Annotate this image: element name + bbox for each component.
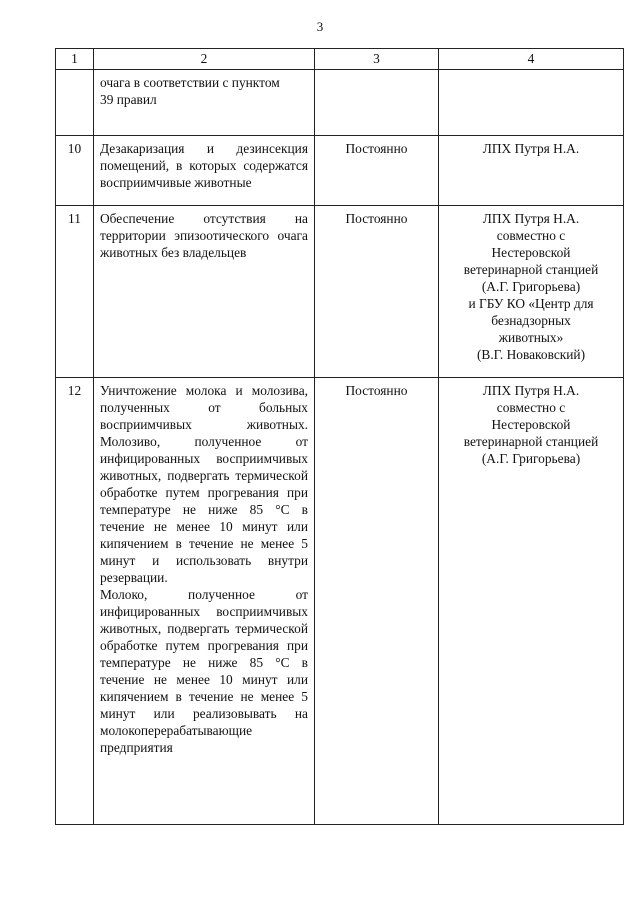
header-cell-3: 3 (315, 49, 439, 70)
row-term: Постоянно (315, 378, 439, 825)
measure-paragraph-colostrum: Уничтожение молока и молозива, полученных от больных восприимчивых животных. Молозиво, полученное от инфицированных восприимчивых животных, подвергать термической обработке путем прогревания при температуре не ниже 85 °С в течение не менее 10 минут или кипячением в течение не менее 5 минут и использовать внутри резервации. (100, 383, 308, 585)
row-number: 10 (56, 136, 94, 206)
measure-paragraph-milk: Молоко, полученное от инфицированных восприимчивых животных, подвергать термической обработке путем прогревания при температуре не ниже 85 °С в течение не менее 10 минут или кипячением в течение не менее 5 минут или реализовывать на молокоперерабатывающие предприятия (100, 587, 308, 755)
measures-table (55, 48, 624, 825)
row-term: Постоянно (315, 136, 439, 206)
row-responsible: ЛПХ Путря Н.А. совместно с Нестеровской ветеринарной станцией (А.Г. Григорьева) и ГБУ КО «Центр для безнадзорных животных» (В.Г. Новаковский) (439, 206, 624, 378)
row-number: 11 (56, 206, 94, 378)
table-row (56, 378, 624, 825)
row-responsible (439, 70, 624, 136)
row-measure: очага в соответствии с пунктом 39 правил (94, 70, 315, 136)
row-term: Постоянно (315, 206, 439, 378)
row-measure (94, 378, 315, 825)
row-responsible: ЛПХ Путря Н.А. совместно с Нестеровской ветеринарной станцией (А.Г. Григорьева) (439, 378, 624, 825)
header-cell-2: 2 (94, 49, 315, 70)
header-cell-4: 4 (439, 49, 624, 70)
page-number: 3 (316, 19, 324, 34)
row-term (315, 70, 439, 136)
table-row (56, 136, 624, 206)
table-row (56, 206, 624, 378)
row-number: 12 (56, 378, 94, 825)
row-measure: Дезакаризация и дезинсекция помещений, в которых содержатся восприимчивые животные (94, 136, 315, 206)
row-measure: Обеспечение отсутствия на территории эпизоотического очага животных без владельцев (94, 206, 315, 378)
table-row (56, 70, 624, 136)
header-cell-1: 1 (56, 49, 94, 70)
row-responsible: ЛПХ Путря Н.А. (439, 136, 624, 206)
row-number (56, 70, 94, 136)
table-header-row (56, 49, 624, 70)
